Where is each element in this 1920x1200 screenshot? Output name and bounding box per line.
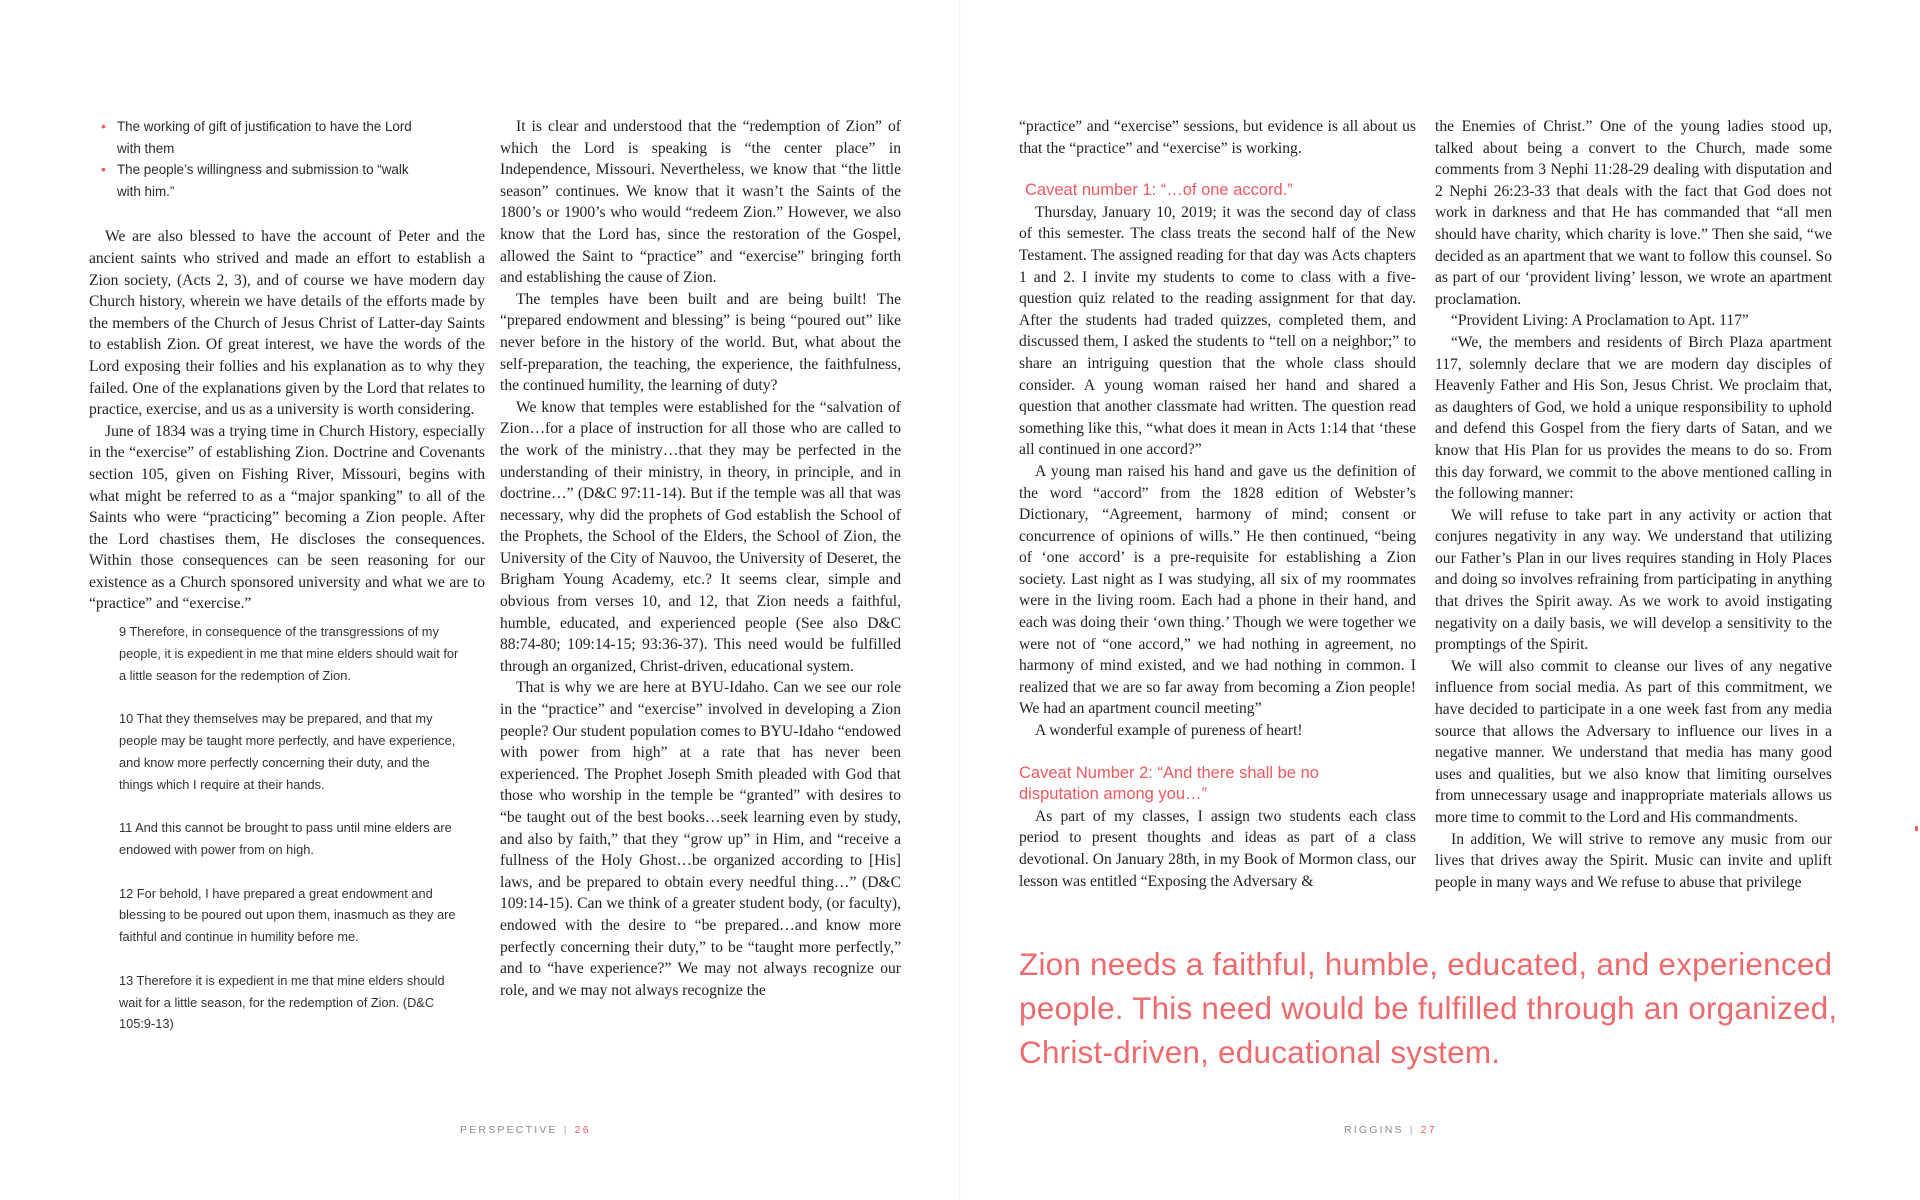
bullet-item xyxy=(99,116,417,159)
page-number: 27 xyxy=(1420,1124,1437,1136)
scripture-verse: 9 Therefore, in consequence of the transgressions of my people, it is expedient in me that mine elders should wait for a little season for the redemption of Zion. xyxy=(119,624,459,683)
scripture-block xyxy=(119,621,459,1035)
bullet-text: The working of gift of justification to have the Lord with them xyxy=(117,119,412,156)
body-paragraph: the Enemies of Christ.” One of the young ladies stood up, talked about being a convert to the Church, made some comments from 3 Nephi 11:28-29 dealing with disputation and 2 Nephi 26:23-33 that deals with the fact that God does not work in darkness and that He has commanded that “all men should have charity, which charity is love.” Then she said, “we decided as an apartment that we want to follow this counsel. So as part of our ‘provident living’ lesson, we wrote an apartment proclamation. xyxy=(1435,118,1832,308)
body-paragraph: We will refuse to take part in any activity or action that conjures negativity in any way. We understand that utilizing our Father’s Plan in our lives requires standing in Holy Places and doing so involves refraining from participating in anything that drives the Spirit away. As we work to avoid instigating negativity on a daily basis, we will develop a sensitivity to the promptings of the Spirit. xyxy=(1435,506,1832,654)
body-paragraph: “practice” and “exercise” sessions, but evidence is all about us that the “practice” and “exercise” is working. xyxy=(1019,118,1416,157)
bullet-dot-icon: • xyxy=(101,118,106,134)
folio-label: PERSPECTIVE xyxy=(460,1124,558,1136)
page-number: 26 xyxy=(574,1124,591,1136)
page-edge-mark xyxy=(1915,826,1918,831)
left-page-column-2 xyxy=(500,116,901,1001)
page-gutter xyxy=(959,0,961,1200)
scripture-verse: 12 For behold, I have prepared a great endowment and blessing to be poured out upon them, inasmuch as they are faithful and continue in humility before me. xyxy=(119,885,456,945)
right-page-column-1 xyxy=(1019,116,1416,892)
body-paragraph: Thursday, January 10, 2019; it was the second day of class of this semester. The class treats the second half of the New Testament. The assigned reading for that day was Acts chapters 1 and 2. I invite my students to come to class with a five-question quiz related to the reading assignment for that day. After the students had traded quizzes, completed them, and discussed them, I asked the students to “tell on a neighbor;” to share an intriguing question that the whole class should consider. A young woman raised her hand and shared a question that another classmate had written. The question read something like this, “what does it mean in Acts 1:14 that ‘these all continued in one accord?” xyxy=(1019,203,1416,459)
body-paragraph: A young man raised his hand and gave us the definition of the word “accord” from the 1828 edition of Webster’s Dictionary, “Agreement, harmony of mind; consent or concurrence of opinions of wills.” He then continued, “being of ‘one accord’ is a pre-requisite for establishing a Zion society. Last night as I was studying, all six of my roommates were in the living room. Each had a phone in their hand, and each was doing their ‘own thing.’ Though we were together we were not of “one accord,” we had nothing in agreement, no harmony of mind existed, and we had nothing in common. I realized that we are so far away from becoming a Zion people! We had an apartment council meeting” xyxy=(1019,462,1416,718)
body-paragraph: “Provident Living: A Proclamation to Apt. 117” xyxy=(1451,312,1749,330)
body-paragraph: In addition, We will strive to remove any music from our lives that drives away the Spirit. Music can invite and uplift people in many ways and We refuse to abuse that privilege xyxy=(1435,830,1832,891)
pull-quote: Zion needs a faithful, humble, educated, and experienced people. This need would be fulfilled through an organized, Christ-driven, educational system. xyxy=(1019,946,1838,1070)
bullet-list xyxy=(99,116,485,202)
body-paragraph: We are also blessed to have the account of Peter and the ancient saints who strived and made an effort to establish a Zion society, (Acts 2, 3), and of course we have modern day Church history, wherein we have details of the efforts made by the members of the Church of Jesus Christ of Latter-day Saints to establish Zion. Of great interest, we have the words of the Lord exposing their follies and his explanation as to why they failed. One of the explanations given by the Lord that relates to practice, exercise, and us as a university is worth considering. xyxy=(89,228,485,419)
body-paragraph: We know that temples were established for the “salvation of Zion…for a place of instruction for all those who are called to the work of the ministry…that they may be perfected in the understanding of their ministry, in theory, in principle, and in doctrine…” (D&C 97:11-14). But if the temple was all that was necessary, why did the prophets of God establish the School of the Prophets, the School of the Elders, the School of Zion, the University of the City of Nauvoo, the University of Deseret, the Brigham Young Academy, etc.? It seems clear, simple and obvious from verses 10, and 12, that Zion needs a faithful, humble, educated, and experienced people (See also D&C 88:74-80; 109:14-15; 93:36-37). This need would be fulfilled through an organized, Christ-driven, educational system. xyxy=(500,398,901,675)
right-page-column-2 xyxy=(1435,116,1832,893)
body-paragraph: “We, the members and residents of Birch Plaza apartment 117, solemnly declare that we are modern day disciples of Heavenly Father and His Son, Jesus Christ. We proclaim that, as daughters of God, we hold a unique responsibility to uphold and defend this Gospel from the fiery darts of Satan, and we know that His Plan for us provides the means to do so. From this day forward, we commit to the above mentioned calling in the following manner: xyxy=(1435,333,1832,503)
scripture-verse: 11 And this cannot be brought to pass until mine elders are endowed with power from on high. xyxy=(119,820,452,858)
body-paragraph: That is why we are here at BYU-Idaho. Can we see our role in the “practice” and “exercise” involved in developing a Zion people? Our student population comes to BYU-Idaho “endowed with power from high” at a rate that has never been experienced. The Prophet Joseph Smith pleaded with God that those who worship in the temple be “granted” with desires to “be taught out of the best books…seek learning even by study, and also by faith,” that they “grow up” in Him, and “receive a fullness of the Holy Ghost…be organized according to [His] laws, and be prepared to obtain every needful thing…” (D&C 109:14-15). Can we think of a greater student body, (or faculty), endowed with the desire to “be prepared…and know more perfectly concerning their duty,” to be “taught more perfectly,” and to “have experience?” We may not always recognize our role, and we may not always recognize the xyxy=(500,679,901,999)
left-page-column-1 xyxy=(89,116,485,1035)
body-paragraph: The temples have been built and are being built! The “prepared endowment and blessing” is being “poured out” like never before in the history of the world. But, what about the self-preparation, the teaching, the experience, the faithfulness, the continued humility, the learning of duty? xyxy=(500,290,901,395)
body-paragraph: We will also commit to cleanse our lives of any negative influence from social media. As part of this commitment, we have decided to participate in a one week fast from any media source that allows the Adversary to influence our lives in a negative manner. We understand that media has many good uses and qualities, but we also know that limiting ourselves from unnecessary usage and inappropriate materials allows us more time to commit to the Lord and His commandments. xyxy=(1435,657,1832,826)
section-heading-caveat-1: Caveat number 1: “…of one accord.” xyxy=(1025,181,1293,200)
scripture-verse: 10 That they themselves may be prepared, and that my people may be taught more perfectly, and have experience, and know more perfectly concerning their duty, and the things which I require at their hands. xyxy=(119,711,456,792)
folio-left xyxy=(460,1124,591,1136)
folio-right xyxy=(1344,1124,1437,1136)
folio-label: RIGGINS xyxy=(1344,1124,1404,1136)
folio-separator: | xyxy=(563,1124,569,1136)
body-paragraph: June of 1834 was a trying time in Church History, especially in the “exercise” of establishing Zion. Doctrine and Covenants section 105, given on Fishing River, Missouri, begins with what might be referred to as a “major spanking” to all of the Saints who were “practicing” becoming a Zion people. After the Lord chastises them, He discloses the consequences. Within those consequences can be seen reasoning for our existence as a Church sponsored university and what we are to “practice” and “exercise.” xyxy=(89,422,485,613)
bullet-item xyxy=(99,159,417,202)
scripture-verse: 13 Therefore it is expedient in me that mine elders should wait for a little season, for the redemption of Zion. (D&C 105:9-13) xyxy=(119,972,445,1032)
bullet-dot-icon: • xyxy=(101,161,106,178)
bullet-text: The people’s willingness and submission to “walk with him.” xyxy=(117,162,409,199)
body-paragraph: As part of my classes, I assign two students each class period to present thoughts and ideas as part of a class devotional. On January 28th, in my Book of Mormon class, our lesson was entitled “Exposing the Adversary & xyxy=(1019,807,1416,890)
body-paragraph: It is clear and understood that the “redemption of Zion” of which the Lord is speaking is “the center place” in Independence, Missouri. Nevertheless, we know that “the little season” continues. We know that it wasn’t the Saints of the 1800’s or 1900’s who would “redeem Zion.” However, we also know that the Lord has, since the restoration of the Gospel, allowed the Saint to “practice” and “exercise” bringing forth and establishing the cause of Zion. xyxy=(500,118,901,287)
folio-separator: | xyxy=(1409,1124,1415,1136)
section-heading-caveat-2: Caveat Number 2: “And there shall be no disputation among you…” xyxy=(1019,763,1319,804)
body-paragraph: A wonderful example of pureness of heart! xyxy=(1035,722,1303,740)
